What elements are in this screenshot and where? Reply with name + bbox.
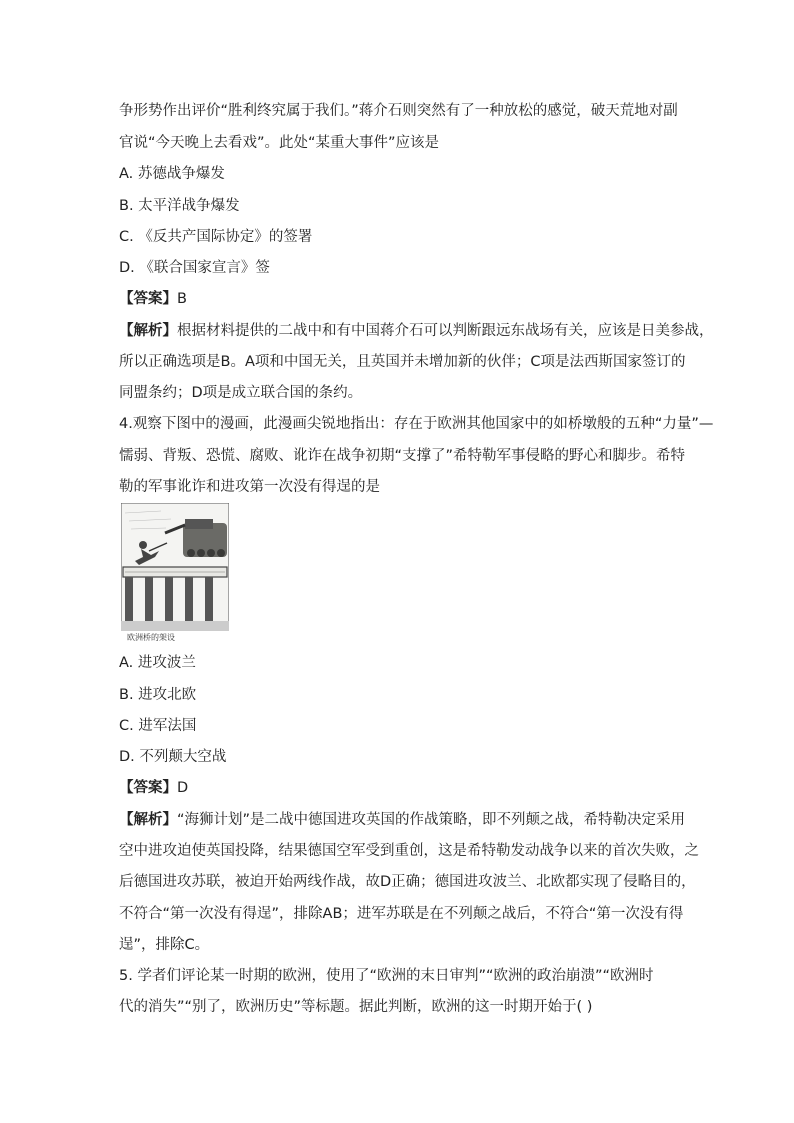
q5-stem-line-2: 代的消失”“别了，欧洲历史”等标题。据此判断，欧洲的这一时期开始于( ) bbox=[119, 999, 593, 1015]
analysis-tag: 【解析】 bbox=[119, 323, 177, 339]
q4-answer bbox=[119, 778, 188, 798]
q4-option-c: C. 进军法国 bbox=[119, 718, 197, 734]
q3-option-b: B. 太平洋战争爆发 bbox=[119, 198, 240, 214]
figure-caption: 欧洲桥的架设 bbox=[127, 633, 175, 642]
analysis-tag: 【解析】 bbox=[119, 812, 177, 828]
q4-analysis-line-2: 空中进攻迫使英国投降，结果德国空军受到重创，这是希特勒发动战争以来的首次失败，之 bbox=[119, 843, 699, 859]
q3-analysis-line-2: 所以正确选项是B。A项和中国无关，且英国并未增加新的伙伴；C项是法西斯国家签订的 bbox=[119, 354, 686, 370]
q3-option-a: A. 苏德战争爆发 bbox=[119, 166, 225, 182]
analysis-text: 根据材料提供的二战中和有中国蒋介石可以判断跟远东战场有关，应该是日美参战， bbox=[177, 323, 714, 339]
answer-value: D bbox=[177, 780, 189, 796]
answer-tag: 【答案】 bbox=[119, 780, 177, 796]
cartoon-image bbox=[121, 503, 229, 631]
q4-analysis-line-5: 逞”，排除C。 bbox=[119, 937, 210, 953]
answer-value: B bbox=[177, 291, 187, 307]
q4-analysis-line-3: 后德国进攻苏联，被迫开始两线作战，故D正确；德国进攻波兰、北欧都实现了侵略目的， bbox=[119, 874, 696, 890]
cartoon-figure bbox=[121, 503, 229, 645]
q3-stem-line-1: 争形势作出评价“胜利终究属于我们。”蒋介石则突然有了一种放松的感觉，破天荒地对副 bbox=[119, 103, 678, 119]
q4-stem-line-1: 4.观察下图中的漫画，此漫画尖锐地指出：存在于欧洲其他国家中的如桥墩般的五种“力量”— bbox=[119, 416, 714, 432]
q4-option-b: B. 进攻北欧 bbox=[119, 687, 197, 703]
q3-analysis-line-3: 同盟条约；D项是成立联合国的条约。 bbox=[119, 385, 363, 401]
q4-option-d: D. 不列颠大空战 bbox=[119, 749, 227, 765]
q3-answer bbox=[119, 289, 187, 309]
q4-stem-line-3: 勒的军事讹诈和进攻第一次没有得逞的是 bbox=[119, 479, 380, 495]
q4-analysis-line-1 bbox=[119, 810, 685, 830]
q3-option-c: C. 《反共产国际协定》的签署 bbox=[119, 229, 313, 245]
q4-stem-line-2: 懦弱、背叛、恐慌、腐败、讹诈在战争初期“支撑了”希特勒军事侵略的野心和脚步。希特 bbox=[119, 448, 686, 464]
answer-tag: 【答案】 bbox=[119, 291, 177, 307]
q3-stem-line-2: 官说“今天晚上去看戏”。此处“某重大事件”应该是 bbox=[119, 135, 440, 151]
q4-option-a: A. 进攻波兰 bbox=[119, 655, 196, 671]
q3-analysis-line-1 bbox=[119, 321, 714, 341]
analysis-text: “海狮计划”是二战中德国进攻英国的作战策略，即不列颠之战，希特勒决定采用 bbox=[177, 812, 686, 828]
q4-analysis-line-4: 不符合“第一次没有得逞”，排除AB；进军苏联是在不列颠之战后，不符合“第一次没有得 bbox=[119, 906, 684, 922]
q5-stem-line-1: 5. 学者们评论某一时期的欧洲，使用了“欧洲的末日审判”“欧洲的政治崩溃”“欧洲时 bbox=[119, 968, 654, 984]
q3-option-d: D. 《联合国家宣言》签 bbox=[119, 260, 270, 276]
